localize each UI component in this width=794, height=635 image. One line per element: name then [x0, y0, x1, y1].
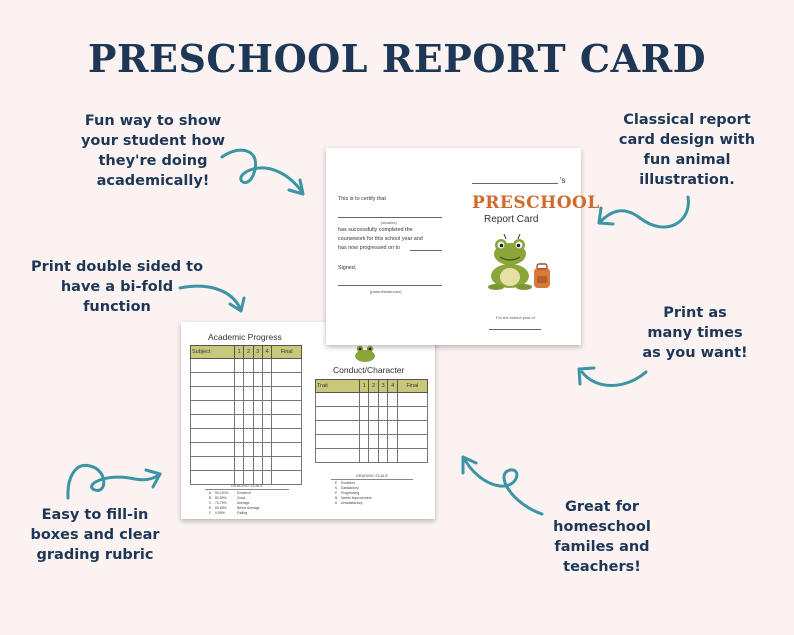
header-trait: Trait: [316, 380, 360, 393]
header-1: 1: [235, 346, 244, 359]
callout-fun-way: Fun way to show your student how they're doing academically!: [80, 113, 226, 189]
conduct-character-table: [315, 379, 428, 463]
preschool-brand: PRESCHOOL: [472, 193, 600, 213]
signed-text: Signed,: [338, 265, 357, 271]
table-row[interactable]: [191, 401, 302, 415]
header-final: Final: [397, 380, 427, 393]
header-2: 2: [369, 380, 378, 393]
parent-label: (parent/instructor): [370, 289, 402, 294]
arrow-top-right: [599, 197, 688, 227]
page-title: PRESCHOOL REPORT CARD: [87, 36, 707, 81]
table-row[interactable]: [191, 471, 302, 485]
student-label: (student): [381, 220, 397, 225]
report-card-inside-sheet: [181, 322, 435, 519]
table-row[interactable]: [316, 449, 428, 463]
conduct-character-title: Conduct/Character: [333, 365, 405, 375]
table-row[interactable]: [316, 393, 428, 407]
scale-row: C 70-79% Average: [208, 501, 250, 505]
callout-fill-in: Easy to fill-in boxes and clear grading rubric: [30, 507, 160, 563]
certify-text: This is to certify that: [338, 196, 386, 202]
header-subject: Subject: [191, 346, 235, 359]
frog-illustration-icon: [482, 232, 558, 292]
callout-double-sided: Print double sided to have a bi-fold function: [30, 259, 204, 315]
table-row[interactable]: [316, 407, 428, 421]
school-year-label: For the school year of: [496, 315, 535, 320]
table-header-row: [191, 346, 302, 359]
table-row[interactable]: [316, 435, 428, 449]
header-3: 3: [378, 380, 387, 393]
scale-row: A 90-100% Excellent: [208, 491, 251, 495]
conduct-grading-scale: [331, 474, 413, 506]
table-row[interactable]: [191, 359, 302, 373]
academic-progress-table: [190, 345, 302, 485]
table-row[interactable]: [191, 457, 302, 471]
report-card-cover-sheet: [326, 148, 600, 345]
table-row[interactable]: [191, 415, 302, 429]
possessive-text: 's: [560, 176, 566, 185]
header-3: 3: [253, 346, 262, 359]
next-grade-line[interactable]: [410, 250, 442, 251]
table-row[interactable]: [191, 373, 302, 387]
header-final: Final: [272, 346, 302, 359]
completed-line-3: has now progressed on to: [338, 245, 401, 251]
conduct-scale-label: GRADING SCALE: [331, 474, 413, 480]
academic-progress-title: Academic Progress: [208, 332, 282, 342]
scale-row: S Satisfactory: [334, 486, 359, 490]
arrow-mid-right: [579, 368, 646, 386]
scale-row: F 0-59% Failing: [208, 511, 247, 515]
callout-classical-design: Classical report card design with fun animal illustration.: [618, 112, 756, 188]
header-2: 2: [244, 346, 253, 359]
scale-row: E Excellent: [334, 481, 355, 485]
callout-homeschool: Great for homeschool familes and teachers!: [553, 499, 651, 575]
completed-line-1: has successfully completed the: [338, 227, 413, 233]
arrow-bottom-left: [68, 465, 160, 498]
scale-row: U Unsatisfactory: [334, 501, 363, 505]
report-card-subtitle: Report Card: [484, 214, 539, 225]
student-name-line[interactable]: [338, 217, 442, 218]
table-row[interactable]: [191, 429, 302, 443]
grading-scale-label: GRADING SCALE: [205, 484, 289, 490]
callout-print-many: Print as many times as you want!: [642, 305, 748, 361]
table-header-row: [316, 380, 428, 393]
scale-row: P Progressing: [334, 491, 360, 495]
scale-row: N Needs Improvement: [334, 496, 372, 500]
header-4: 4: [262, 346, 271, 359]
table-row[interactable]: [191, 443, 302, 457]
frog-small-icon: [353, 344, 377, 358]
school-year-line[interactable]: [489, 329, 541, 330]
table-row[interactable]: [316, 421, 428, 435]
table-row[interactable]: [191, 387, 302, 401]
name-line[interactable]: [472, 183, 558, 184]
scale-row: B 80-89% Good: [208, 496, 246, 500]
academic-grading-scale: [205, 484, 289, 516]
completed-line-2: coursework for this school year and: [338, 236, 423, 242]
signature-line[interactable]: [338, 285, 442, 286]
header-4: 4: [388, 380, 397, 393]
scale-row: D 60-69% Below Average: [208, 506, 260, 510]
header-1: 1: [360, 380, 369, 393]
